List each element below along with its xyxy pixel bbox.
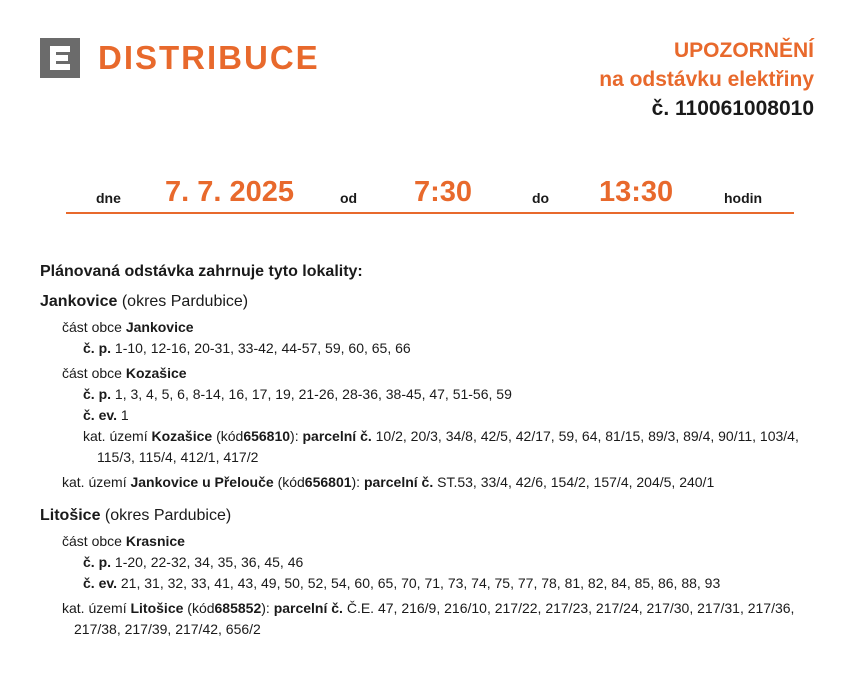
time-to: 13:30 xyxy=(599,176,674,208)
cadastral-parcels xyxy=(83,426,830,468)
outage-date: 7. 7. 2025 xyxy=(165,176,294,208)
kat-code: 685852 xyxy=(214,600,262,616)
kat-code-prefix: (kód xyxy=(187,600,215,616)
evidence-numbers xyxy=(83,405,830,426)
notice-line2: na odstávku elektřiny xyxy=(599,68,814,91)
ev-label: č. ev. xyxy=(83,575,117,591)
kat-code-prefix: (kód xyxy=(277,474,305,490)
parcel-values: ST.53, 33/4, 42/6, 154/2, 157/4, 204/5, 240/1 xyxy=(437,474,715,490)
cp-label: č. p. xyxy=(83,340,112,356)
kat-code: 656810 xyxy=(243,428,291,444)
parcel-label: parcelní č. xyxy=(273,600,343,616)
municipality-heading xyxy=(40,507,830,525)
cp-label: č. p. xyxy=(83,554,112,570)
kat-name: Jankovice u Přelouče xyxy=(130,474,274,490)
cadastral-parcels xyxy=(62,598,830,640)
kat-prefix: kat. území xyxy=(62,474,127,490)
kat-code-suffix: ): xyxy=(261,600,270,616)
parcel-label: parcelní č. xyxy=(302,428,372,444)
hodin-label: hodin xyxy=(724,190,763,206)
od-label: od xyxy=(340,190,358,206)
kat-code-suffix: ): xyxy=(351,474,361,490)
ev-values: 21, 31, 32, 33, 41, 43, 49, 50, 52, 54, 60, 65, 70, 71, 73, 74, 75, 77, 78, 81, 82, 84, 85, 86, 88, 93 xyxy=(120,575,721,591)
municipality-heading xyxy=(40,293,830,311)
part-prefix: část obce xyxy=(62,533,122,549)
dne-label: dne xyxy=(96,190,121,206)
locations-section xyxy=(40,263,830,640)
municipality-district: (okres Pardubice) xyxy=(104,507,232,524)
kat-name: Litošice xyxy=(130,600,184,616)
section-heading: Plánovaná odstávka zahrnuje tyto lokality: xyxy=(40,263,363,280)
cadastral-parcels xyxy=(62,472,830,493)
notice-line1: UPOZORNĚNÍ xyxy=(673,39,814,62)
cp-values: 1, 3, 4, 5, 6, 8-14, 16, 17, 19, 21-26, 28-36, 38-45, 47, 51-56, 59 xyxy=(114,386,512,402)
part-name: Krasnice xyxy=(125,533,185,549)
notice-title xyxy=(599,36,814,123)
parcel-label: parcelní č. xyxy=(363,474,434,490)
do-label: do xyxy=(532,190,550,206)
municipality-part xyxy=(62,317,830,338)
parcel-values: 10/2, 20/3, 34/8, 42/5, 42/17, 59, 64, 81/15, 89/3, 89/4, 90/11, 103/4, 115/3, 115/4, 412/1, 417/2 xyxy=(97,428,799,465)
evidence-numbers xyxy=(83,573,830,594)
ev-label: č. ev. xyxy=(83,407,117,423)
cp-values: 1-10, 12-16, 20-31, 33-42, 44-57, 59, 60, 65, 66 xyxy=(114,340,411,356)
municipality-part xyxy=(62,363,830,384)
kat-code-suffix: ): xyxy=(290,428,299,444)
ev-values: 1 xyxy=(120,407,129,423)
cez-logo-icon xyxy=(40,38,80,78)
kat-code: 656801 xyxy=(304,474,352,490)
part-name: Jankovice xyxy=(125,319,194,335)
municipality-district: (okres Pardubice) xyxy=(121,293,249,310)
parcel-values: Č.E. 47, 216/9, 216/10, 217/22, 217/23, 217/24, 217/30, 217/31, 217/36, 217/38, 217/39, 217/42, 656/2 xyxy=(74,600,795,637)
house-numbers xyxy=(83,552,830,573)
municipality-part xyxy=(62,531,830,552)
schedule-bar xyxy=(66,172,794,214)
part-name: Kozašice xyxy=(125,365,187,381)
brand-name: DISTRIBUCE xyxy=(98,39,320,76)
part-prefix: část obce xyxy=(62,319,122,335)
notice-number: č. 110061008010 xyxy=(651,97,814,120)
house-numbers xyxy=(83,384,830,405)
brand-logo xyxy=(40,38,320,78)
time-from: 7:30 xyxy=(414,176,473,208)
municipality-name: Litošice xyxy=(40,507,101,524)
municipality-name: Jankovice xyxy=(40,293,118,310)
cp-values: 1-20, 22-32, 34, 35, 36, 45, 46 xyxy=(114,554,304,570)
kat-code-prefix: (kód xyxy=(216,428,244,444)
kat-name: Kozašice xyxy=(151,428,213,444)
part-prefix: část obce xyxy=(62,365,122,381)
kat-prefix: kat. území xyxy=(83,428,148,444)
house-numbers xyxy=(83,338,830,359)
cp-label: č. p. xyxy=(83,386,112,402)
kat-prefix: kat. území xyxy=(62,600,127,616)
